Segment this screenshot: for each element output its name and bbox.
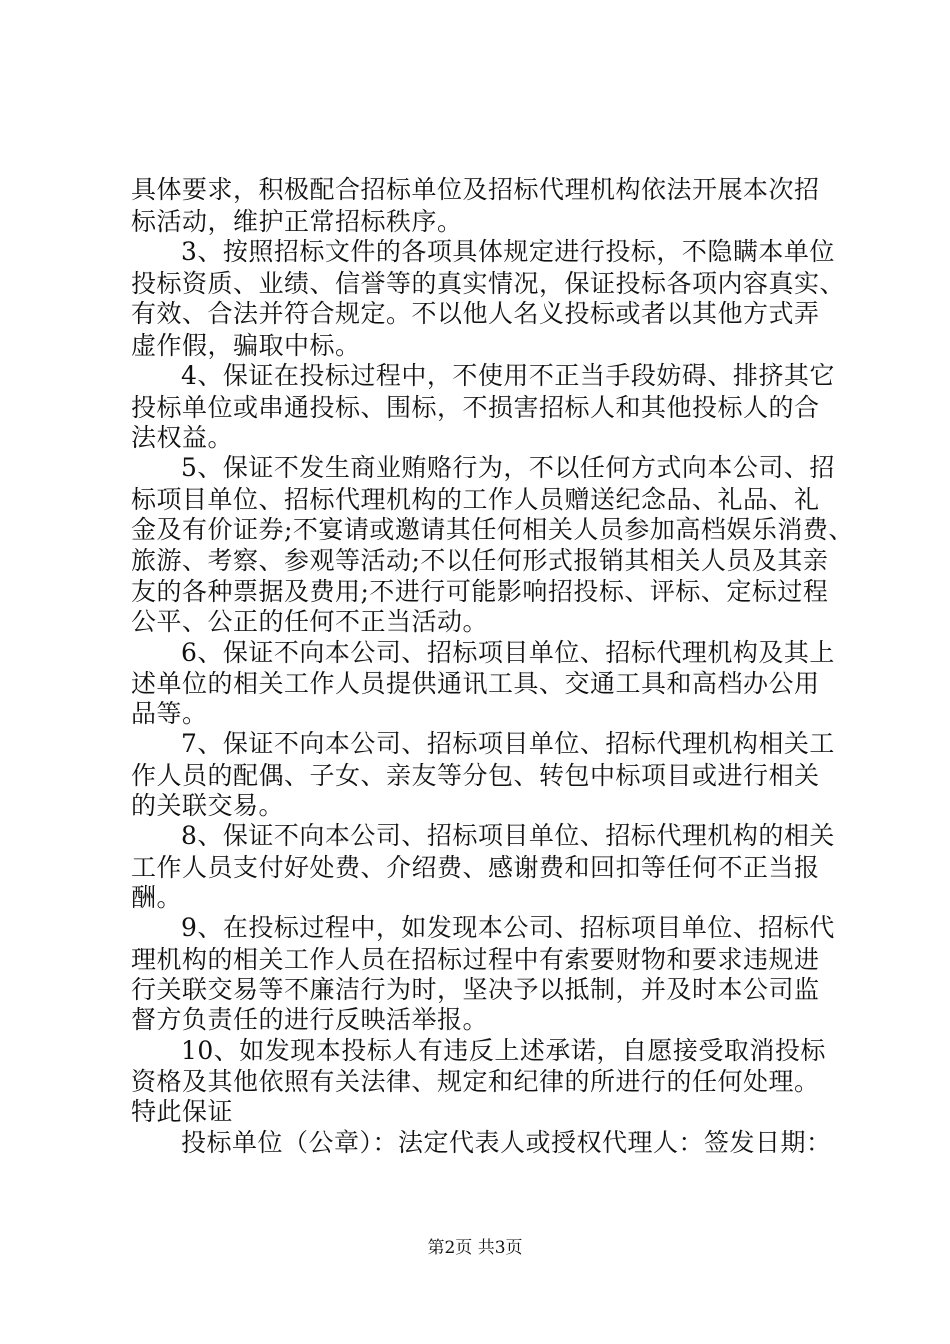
- clause-8-line-2: 工作人员支付好处费、介绍费、感谢费和回扣等任何不正当报: [131, 853, 820, 882]
- clause-7-line-2: 作人员的配偶、子女、亲友等分包、转包中标项目或进行相关: [131, 761, 820, 790]
- clause-5-line-4: 旅游、考察、参观等活动;不以任何形式报销其相关人员及其亲: [131, 546, 829, 575]
- clause-8-line-3: 酬。: [131, 883, 183, 912]
- clause-5-line-2: 标项目单位、招标代理机构的工作人员赠送纪念品、礼品、礼: [131, 485, 820, 514]
- body-line-1: 具体要求，积极配合招标单位及招标代理机构依法开展本次招: [131, 175, 820, 204]
- clause-7-line-3: 的关联交易。: [131, 791, 285, 820]
- clause-5-line-1: 5、保证不发生商业贿赂行为，不以任何方式向本公司、招: [181, 453, 835, 482]
- clause-4-line-2: 投标单位或串通投标、围标，不损害招标人和其他投标人的合: [131, 393, 820, 422]
- signature-line: 投标单位（公章）：法定代表人或授权代理人：签发日期：: [181, 1128, 832, 1157]
- clause-9-line-2: 理机构的相关工作人员在招标过程中有索要财物和要求违规进: [131, 945, 820, 974]
- clause-9-line-1: 9、在投标过程中，如发现本公司、招标项目单位、招标代: [181, 913, 835, 942]
- clause-3-line-4: 虚作假，骗取中标。: [131, 331, 361, 360]
- clause-5-line-6: 公平、公正的任何不正当活动。: [131, 607, 489, 636]
- clause-6-line-3: 品等。: [131, 699, 208, 728]
- clause-9-line-4: 督方负责任的进行反映活举报。: [131, 1005, 489, 1034]
- clause-7-line-1: 7、保证不向本公司、招标项目单位、招标代理机构相关工: [181, 729, 835, 758]
- clause-6-line-1: 6、保证不向本公司、招标项目单位、招标代理机构及其上: [181, 638, 835, 667]
- clause-3-line-2: 投标资质、业绩、信誉等的真实情况，保证投标各项内容真实、: [131, 269, 846, 298]
- closing-statement: 特此保证: [131, 1097, 234, 1126]
- clause-5-line-3: 金及有价证券;不宴请或邀请其任何相关人员参加高档娱乐消费、: [131, 515, 854, 544]
- clause-4-line-3: 法权益。: [131, 423, 234, 452]
- clause-6-line-2: 述单位的相关工作人员提供通讯工具、交通工具和高档办公用: [131, 669, 820, 698]
- clause-10-line-2: 资格及其他依照有关法律、规定和纪律的所进行的任何处理。: [131, 1067, 820, 1096]
- clause-3-line-1: 3、按照招标文件的各项具体规定进行投标，不隐瞒本单位: [181, 237, 835, 266]
- page-number-footer: 第2页 共3页: [427, 1238, 523, 1258]
- clause-9-line-3: 行关联交易等不廉洁行为时，坚决予以抵制，并及时本公司监: [131, 975, 820, 1004]
- clause-8-line-1: 8、保证不向本公司、招标项目单位、招标代理机构的相关: [181, 821, 835, 850]
- clause-5-line-5: 友的各种票据及费用;不进行可能影响招投标、评标、定标过程: [131, 577, 829, 606]
- clause-3-line-3: 有效、合法并符合规定。不以他人名义投标或者以其他方式弄: [131, 299, 820, 328]
- clause-10-line-1: 10、如发现本投标人有违反上述承诺，自愿接受取消投标: [181, 1036, 826, 1065]
- body-line-2: 标活动，维护正常招标秩序。: [131, 207, 463, 236]
- clause-4-line-1: 4、保证在投标过程中，不使用不正当手段妨碍、排挤其它: [181, 361, 835, 390]
